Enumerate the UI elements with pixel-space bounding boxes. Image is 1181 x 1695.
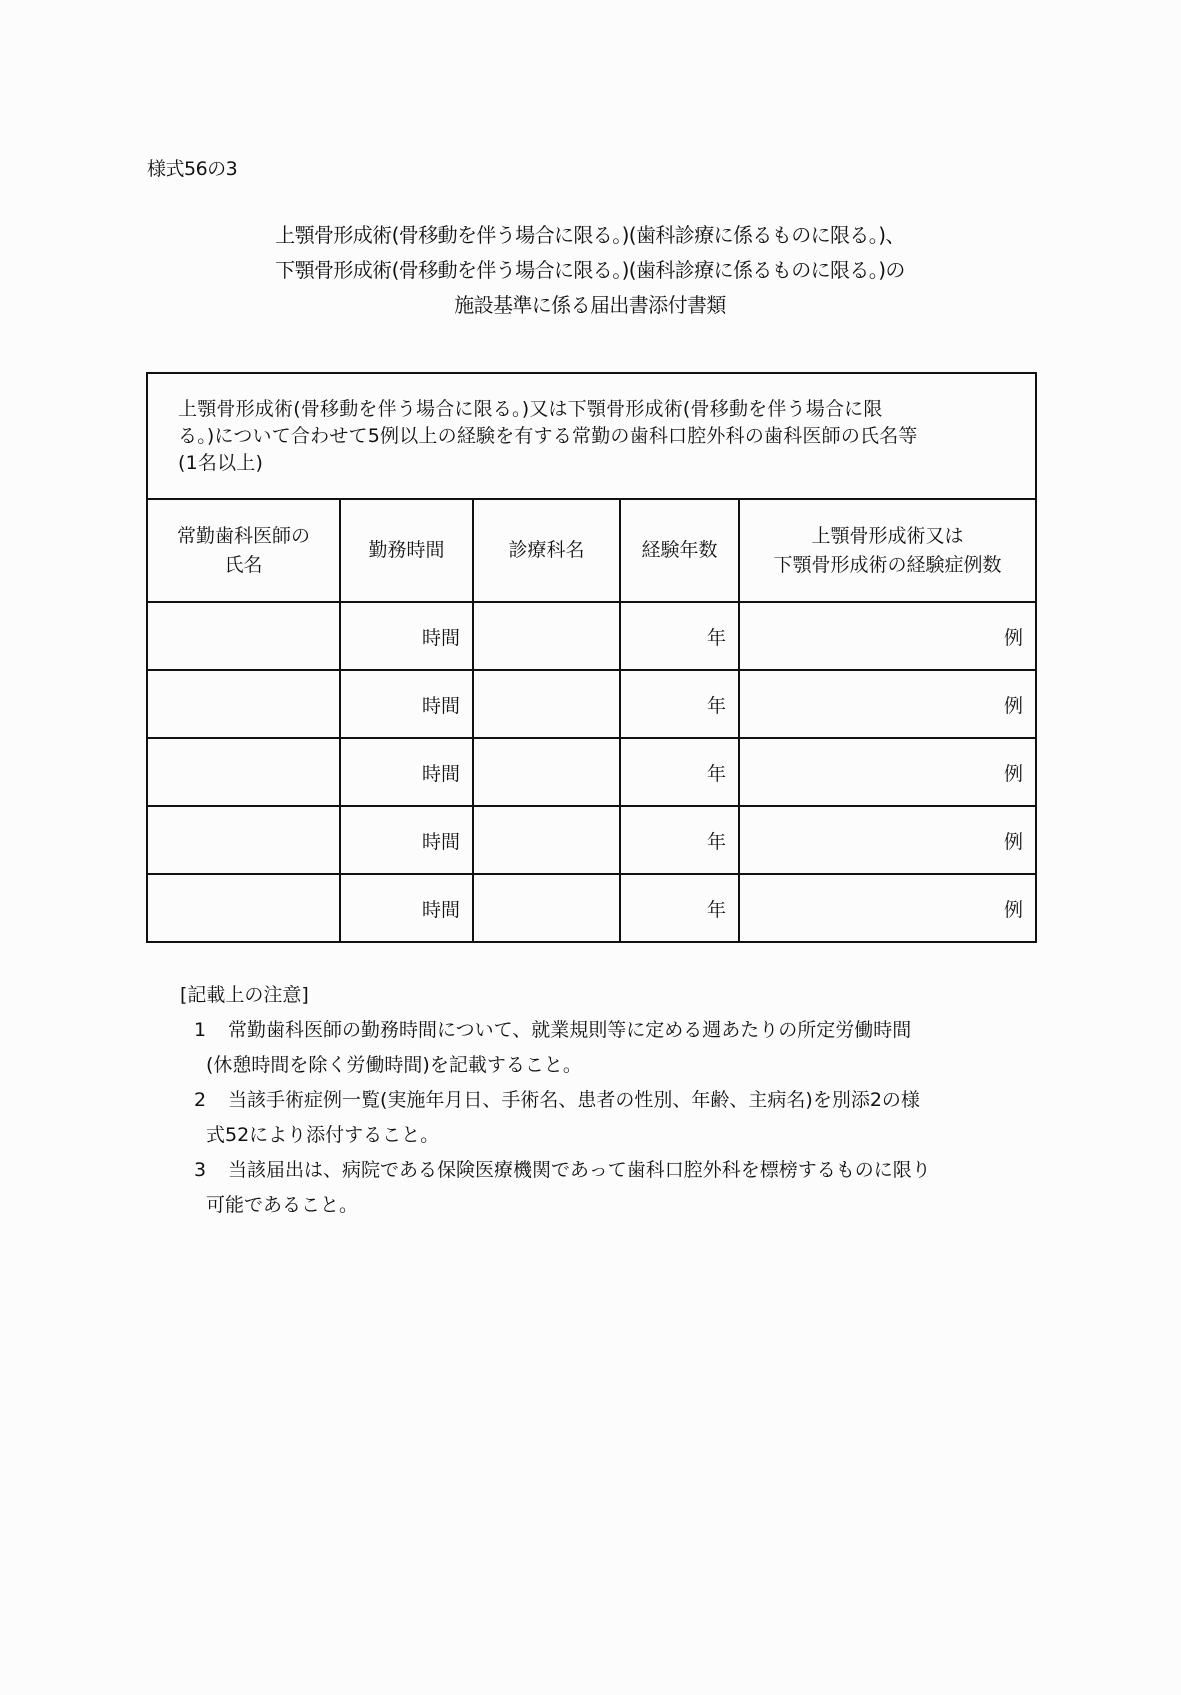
cases-cell[interactable]: 例 xyxy=(739,602,1036,670)
department-cell[interactable] xyxy=(473,806,620,874)
form-id: 様式56の3 xyxy=(147,158,238,180)
note-item xyxy=(180,1013,1040,1083)
header-working-hours xyxy=(340,499,473,602)
name-cell[interactable] xyxy=(147,738,340,806)
header-dentist-name xyxy=(147,499,340,602)
name-cell[interactable] xyxy=(147,874,340,942)
notes-heading: [記載上の注意] xyxy=(180,984,309,1006)
department-cell[interactable] xyxy=(473,670,620,738)
intro-line-3: (1名以上) xyxy=(178,451,264,474)
hours-cell[interactable]: 時間 xyxy=(340,874,473,942)
title-line-1: 上顎骨形成術(骨移動を伴う場合に限る。)(歯科診療に係るものに限る。)、 xyxy=(275,223,905,247)
hours-cell[interactable]: 時間 xyxy=(340,670,473,738)
note-number: 3 xyxy=(194,1159,207,1181)
cases-cell[interactable]: 例 xyxy=(739,670,1036,738)
years-cell[interactable]: 年 xyxy=(620,670,739,738)
note-line: (休憩時間を除く労働時間)を記載すること。 xyxy=(206,1054,582,1076)
name-cell[interactable] xyxy=(147,602,340,670)
table-row xyxy=(147,602,1036,670)
document-title xyxy=(150,218,1030,323)
header-department xyxy=(473,499,620,602)
title-line-2: 下顎骨形成術(骨移動を伴う場合に限る。)(歯科診療に係るものに限る。)の xyxy=(275,258,905,282)
header-label: 氏名 xyxy=(224,553,263,576)
department-cell[interactable] xyxy=(473,602,620,670)
department-cell[interactable] xyxy=(473,874,620,942)
note-text xyxy=(206,1153,1040,1223)
note-text xyxy=(206,1013,1040,1083)
header-row xyxy=(147,499,1036,602)
note-item xyxy=(180,1083,1040,1153)
years-cell[interactable]: 年 xyxy=(620,602,739,670)
years-cell[interactable]: 年 xyxy=(620,738,739,806)
header-years-experience xyxy=(620,499,739,602)
hours-cell[interactable]: 時間 xyxy=(340,806,473,874)
header-label: 勤務時間 xyxy=(368,539,445,561)
years-cell[interactable]: 年 xyxy=(620,874,739,942)
title-line-3: 施設基準に係る届出書添付書類 xyxy=(454,293,726,317)
cases-cell[interactable]: 例 xyxy=(739,806,1036,874)
cases-cell[interactable]: 例 xyxy=(739,738,1036,806)
name-cell[interactable] xyxy=(147,670,340,738)
table-row xyxy=(147,806,1036,874)
table-row xyxy=(147,738,1036,806)
table-row xyxy=(147,874,1036,942)
header-label: 下顎骨形成術の経験症例数 xyxy=(773,553,1002,576)
notes-section xyxy=(180,978,1040,1223)
header-case-count xyxy=(739,499,1036,602)
note-line: 式52により添付すること。 xyxy=(206,1124,440,1146)
name-cell[interactable] xyxy=(147,806,340,874)
header-label: 経験年数 xyxy=(641,539,718,561)
years-cell[interactable]: 年 xyxy=(620,806,739,874)
note-number: 2 xyxy=(194,1089,207,1111)
table-row xyxy=(147,670,1036,738)
header-label: 常勤歯科医師の xyxy=(176,524,310,547)
note-line: 可能であること。 xyxy=(206,1194,359,1216)
note-text xyxy=(206,1083,1040,1153)
intro-row xyxy=(147,373,1036,499)
cases-cell[interactable]: 例 xyxy=(739,874,1036,942)
note-line: 当該届出は、病院である保険医療機関であって歯科口腔外科を標榜するものに限り xyxy=(228,1159,931,1181)
hours-cell[interactable]: 時間 xyxy=(340,602,473,670)
dentist-table xyxy=(146,372,1037,943)
intro-cell xyxy=(147,373,1036,499)
note-line: 常勤歯科医師の勤務時間について、就業規則等に定める週あたりの所定労働時間 xyxy=(228,1019,912,1041)
note-number: 1 xyxy=(194,1019,207,1041)
header-label: 上顎骨形成術又は xyxy=(811,524,964,547)
intro-line-2: る。)について合わせて5例以上の経験を有する常勤の歯科口腔外科の歯科医師の氏名等 xyxy=(178,424,918,447)
intro-line-1: 上顎骨形成術(骨移動を伴う場合に限る。)又は下顎骨形成術(骨移動を伴う場合に限 xyxy=(178,397,883,420)
header-label: 診療科名 xyxy=(508,539,585,561)
hours-cell[interactable]: 時間 xyxy=(340,738,473,806)
note-line: 当該手術症例一覧(実施年月日、手術名、患者の性別、年齢、主病名)を別添2の様 xyxy=(228,1089,920,1111)
note-item xyxy=(180,1153,1040,1223)
department-cell[interactable] xyxy=(473,738,620,806)
